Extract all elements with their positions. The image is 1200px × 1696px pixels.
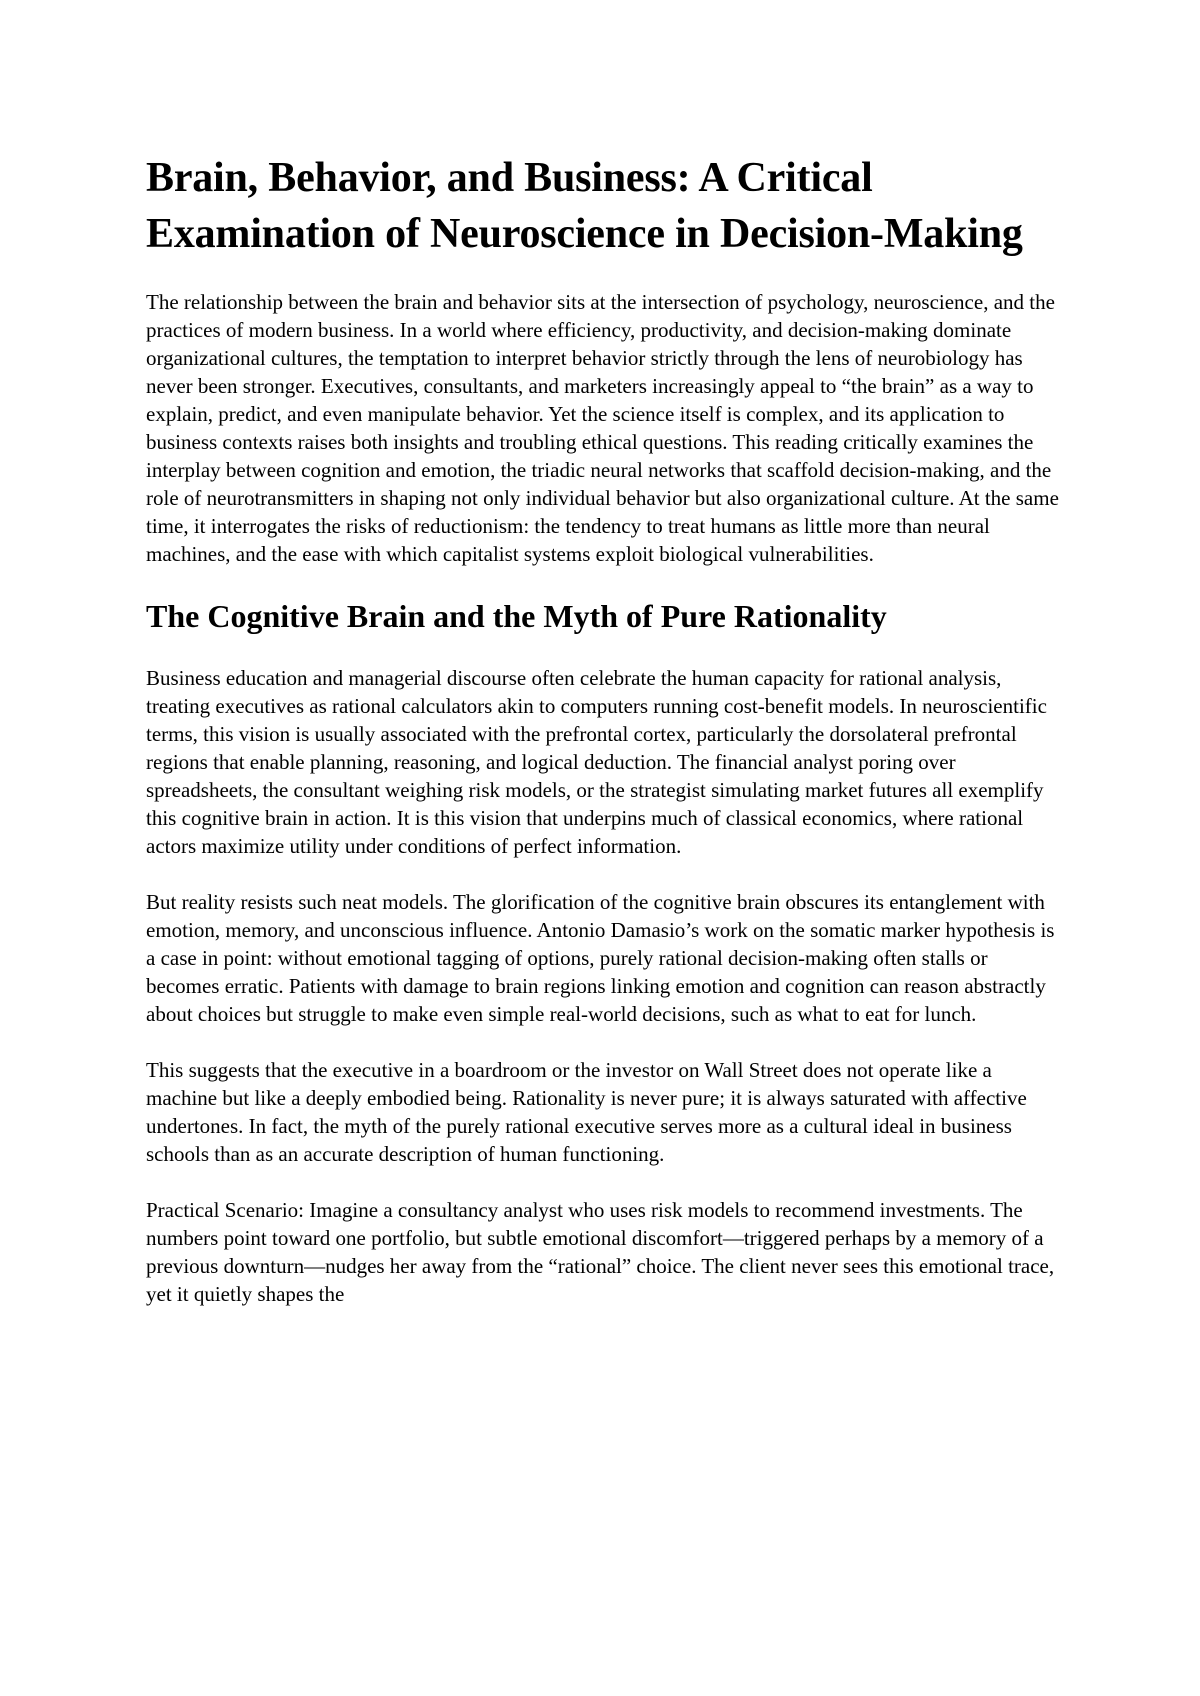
body-paragraph: Business education and managerial discourse often celebrate the human capacity for rational analysis, treating executives as rational calculators akin to computers running cost-benefit models. In neuroscientific terms, this vision is usually associated with the prefrontal cortex, particularly the dorsolateral prefrontal regions that enable planning, reasoning, and logical deduction. The financial analyst poring over spreadsheets, the consultant weighing risk models, or the strategist simulating market futures all exemplify this cognitive brain in action. It is this vision that underpins much of classical economics, where rational actors maximize utility under conditions of perfect information.: [146, 666, 1047, 858]
body-paragraph: But reality resists such neat models. The glorification of the cognitive brain obscures its entanglement with emotion, memory, and unconscious influence. Antonio Damasio’s work on the somatic marker hypothesis is a case in point: without emotional tagging of options, purely rational decision-making often stalls or becomes erratic. Patients with damage to brain regions linking emotion and cognition can reason abstractly about choices but struggle to make even simple real-world decisions, such as what to eat for lunch.: [146, 890, 1055, 1026]
document-page: [146, 150, 1066, 1336]
intro-paragraph: The relationship between the brain and behavior sits at the intersection of psychology, neuroscience, and the practices of modern business. In a world where efficiency, productivity, and decision-making dominate organizational cultures, the temptation to interpret behavior strictly through the lens of neurobiology has never been stronger. Executives, consultants, and marketers increasingly appeal to “the brain” as a way to explain, predict, and even manipulate behavior. Yet the science itself is complex, and its application to business contexts raises both insights and troubling ethical questions. This reading critically examines the interplay between cognition and emotion, the triadic neural networks that scaffold decision-making, and the role of neurotransmitters in shaping not only individual behavior but also organizational culture. At the same time, it interrogates the risks of reductionism: the tendency to treat humans as little more than neural machines, and the ease with which capitalist systems exploit biological vulnerabilities.: [146, 290, 1059, 566]
practical-scenario-paragraph: Practical Scenario: Imagine a consultancy analyst who uses risk models to recommend investments. The numbers point toward one portfolio, but subtle emotional discomfort—triggered perhaps by a memory of a previous downturn—nudges her away from the “rational” choice. The client never sees this emotional trace, yet it quietly shapes the: [146, 1198, 1055, 1306]
body-paragraph: This suggests that the executive in a boardroom or the investor on Wall Street does not operate like a machine but like a deeply embodied being. Rationality is never pure; it is always saturated with affective undertones. In fact, the myth of the purely rational executive serves more as a cultural ideal in business schools than as an accurate description of human functioning.: [146, 1058, 1027, 1166]
section-heading: The Cognitive Brain and the Myth of Pure Rationality: [146, 598, 887, 634]
document-title: Brain, Behavior, and Business: A Critical Examination of Neuroscience in Decision-Making: [146, 155, 1023, 257]
